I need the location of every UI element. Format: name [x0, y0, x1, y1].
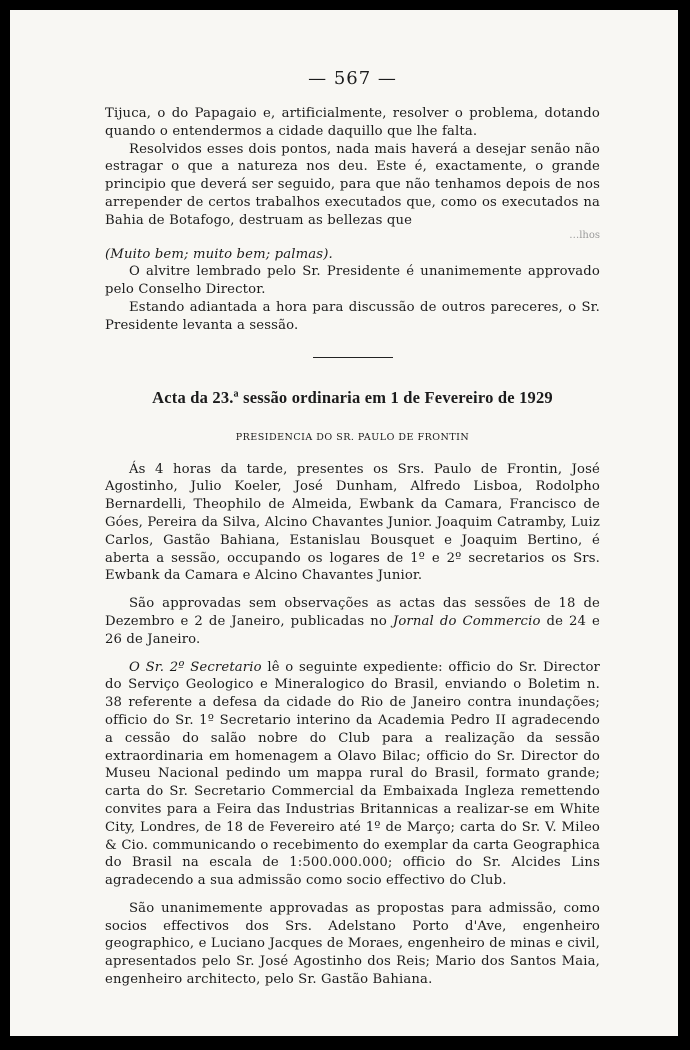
paragraph-estando: Estando adiantada a hora para discussão de outros pareceres, o Sr. Presidente levanta a sessão. — [105, 299, 600, 333]
cutoff-line: …lhos — [569, 229, 600, 241]
paragraph-proposals: São unanimemente approvadas as propostas para admissão, como socios effectivos dos Srs. Adelstano Porto d'Ave, engenheiro geographico, e Luciano Jacques de Moraes, engenheiro de minas e civil, apresentados pelo Sr. José Agostinho dos Reis; Mario dos Santos Maia, engenheiro architecto, pelo Sr. Gastão Bahiana. — [105, 900, 600, 988]
presidency-line: PRESIDENCIA DO SR. PAULO DE FRONTIN — [235, 431, 470, 443]
applause-text: (Muito bem; muito bem; palmas). — [105, 246, 333, 262]
paragraph-minutes — [105, 595, 600, 648]
expedient-lead: O Sr. 2º Secretario — [129, 659, 262, 675]
paragraph-gap — [105, 890, 600, 900]
applause-line — [105, 246, 600, 264]
minutes-text-before: São approvadas sem observações as actas das sessões de 18 de Dezembro e 2 de Janeiro, publicadas no — [105, 596, 600, 629]
paragraph-gap — [105, 649, 600, 659]
paragraph-expedient — [105, 659, 600, 890]
paragraph-gap — [105, 585, 600, 595]
minutes-text-after: de 24 e 26 de Janeiro. — [105, 613, 600, 647]
page-number: — 567 — — [308, 68, 397, 89]
paragraph-alvitre: O alvitre lembrado pelo Sr. Presidente é unanimemente approvado pelo Conselho Director. — [105, 264, 600, 298]
page-content — [105, 68, 600, 989]
expedient-text: lê o seguinte expediente: officio do Sr. Director do Serviço Geologico e Mineralogico do Brasil, enviando o Boletim n. 38 referente a defesa da cidade do Rio de Janeiro contra inundações; officio do Sr. 1º Secretario interino da Academia Pedro II agradecendo a cessão do salão nobre do Club para a realização da sessão extraordinaria em homenagem a Olavo Bilac; officio do Sr. Director do Museu Nacional pedindo um mappa rural do Brasil, formato grande; carta do Sr. Secretario Commercial da Embaixada Ingleza remettendo convites para a Feira das Industrias Britannicas a realizar-se em White City, Londres, de 18 de Fevereiro até 1º de Março; carta do Sr. V. Mileo & Cio. communicando o recebimento do exemplar da carta Geographica do Brasil na escala de 1:500.000.000; officio do Sr. Alcides Lins agradecendo a sua admissão como socio effectivo do Club. — [105, 659, 600, 889]
section-divider — [313, 357, 393, 358]
session-title: Acta da 23.ª sessão ordinaria em 1 de Fevereiro de 1929 — [152, 387, 553, 407]
paragraph-tijuca: Tijuca, o do Papagaio e, artificialmente, resolver o problema, dotando quando o entendermos a cidade daquillo que lhe falta. — [105, 106, 600, 139]
journal-name: Jornal do Commercio — [392, 613, 541, 629]
paragraph-attendance: Ás 4 horas da tarde, presentes os Srs. Paulo de Frontin, José Agostinho, Julio Koeler, José Dunham, Alfredo Lisboa, Rodolpho Bernardelli, Theophilo de Almeida, Ewbank da Camara, Francisco de Góes, Pereira da Silva, Alcino Chavantes Junior. Joaquim Catramby, Luiz Carlos, Gastão Bahiana, Estanislau Bousquet e Joaquim Bertino, é aberta a sessão, occupando os logares de 1º e 2º secretarios os Srs. Ewbank da Camara e Alcino Chavantes Junior. — [105, 461, 600, 584]
paragraph-resolvidos: Resolvidos esses dois pontos, nada mais haverá a desejar senão não estragar o que a natureza nos deu. Este é, exactamente, o grande principio que deverá ser seguido, para que não tenhamos depois de nos arrepender de certos trabalhos executados que, como os executados na Bahia de Botafogo, destruam as bellezas que — [105, 141, 600, 228]
document-page — [10, 10, 678, 1036]
